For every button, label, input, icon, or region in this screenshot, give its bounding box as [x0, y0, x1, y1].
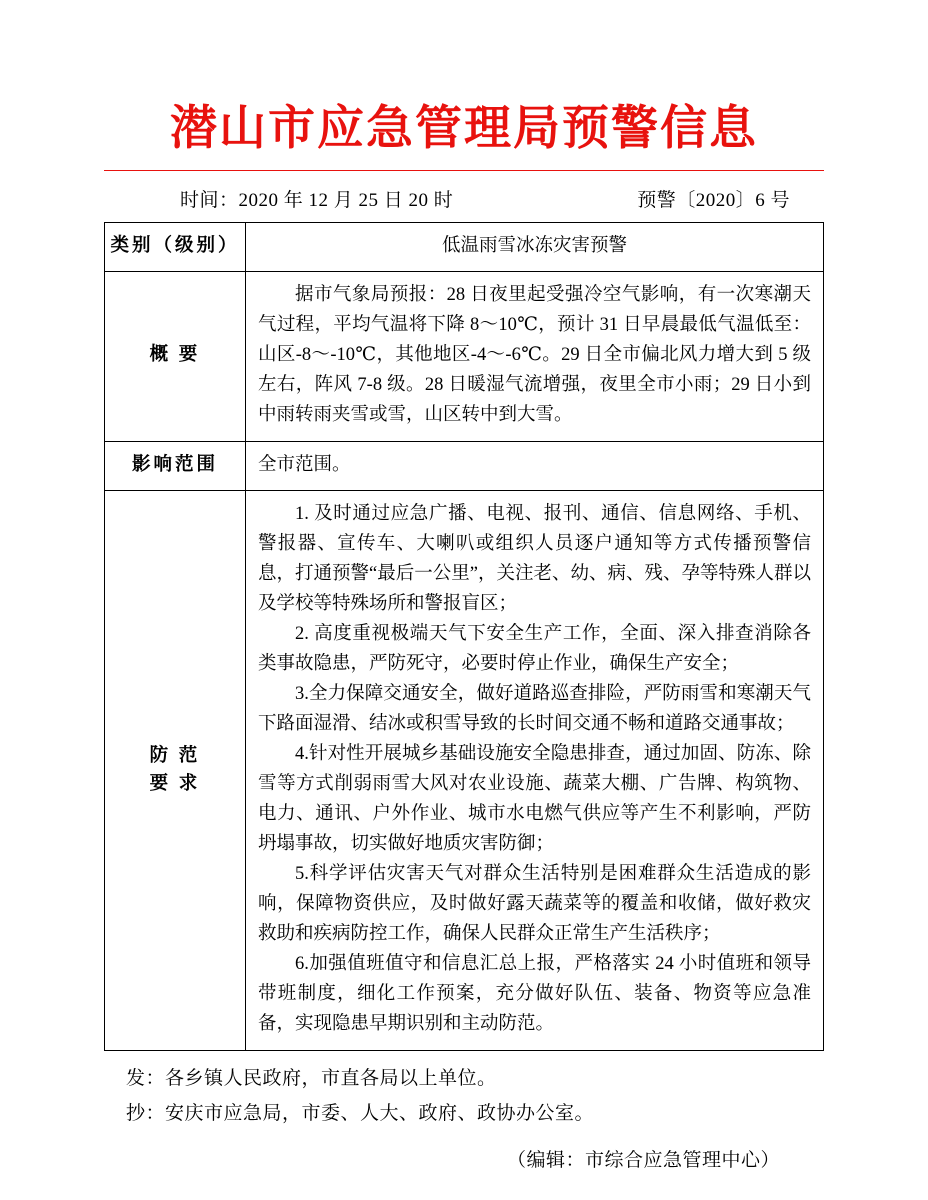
issue-time: 时间：2020 年 12 月 25 日 20 时 [180, 189, 454, 211]
requirement-item-6: 6.加强值班值守和信息汇总上报，严格落实 24 小时值班和领导带班制度，细化工作预案，充分做好队伍、装备、物资等应急准备，实现隐患早期识别和主动防范。 [258, 954, 811, 1034]
document-meta [104, 171, 824, 222]
requirement-item-5: 5.科学评估灾害天气对群众生活特别是困难群众生活造成的影响，保障物资供应，及时做好露天蔬菜等的覆盖和收储，做好救灾救助和疾病防控工作，确保人民群众正常生产生活秩序； [258, 864, 811, 945]
footer-copy: 抄：安庆市应急局，市委、人大、政府、政协办公室。 [126, 1103, 595, 1125]
requirement-item-3: 3.全力保障交通安全，做好道路巡查排险，严防雨雪和寒潮天气下路面湿滑、结冰或积雪导致的长时间交通不畅和道路交通事故； [258, 684, 811, 735]
footer-editor: （编辑：市综合应急管理中心） [506, 1150, 780, 1172]
requirements-label-line1: 防 范 [149, 745, 201, 766]
summary-paragraph: 据市气象局预报：28 日夜里起受强冷空气影响，有一次寒潮天气过程，平均气温将下降 8～10℃，预计 31 日早晨最低气温低至：山区-8～-10℃，其他地区-4～-6℃。29 日全市偏北风力增大到 5 级左右，阵风 7-8 级。28 日暖湿气流增强，夜里全市小雨；29 日小到中雨转雨夹雪或雪，山区转中到大雪。 [258, 284, 811, 425]
row-value-summary [246, 271, 824, 441]
row-label-summary: 概 要 [105, 271, 246, 441]
requirement-item-2: 2. 高度重视极端天气下安全生产工作，全面、深入排查消除各类事故隐患，严防死守，必要时停止作业，确保生产安全； [258, 624, 811, 675]
table-row [105, 271, 824, 441]
warning-table [104, 222, 824, 1051]
table-row [105, 491, 824, 1050]
table-row [105, 441, 824, 491]
table-row [105, 222, 824, 271]
row-value-requirements [246, 491, 824, 1050]
requirement-item-4: 4.针对性开展城乡基础设施安全隐患排查，通过加固、防冻、除雪等方式削弱雨雪大风对农业设施、蔬菜大棚、广告牌、构筑物、电力、通讯、户外作业、城市水电燃气供应等产生不利影响，严防坍塌事故，切实做好地质灾害防御； [258, 744, 811, 855]
document-serial: 预警〔2020〕6 号 [637, 189, 790, 211]
row-value-scope [246, 441, 824, 491]
row-value-category: 低温雨雪冰冻灾害预警 [246, 222, 824, 271]
document-footer [104, 1051, 824, 1178]
row-label-category: 类别（级别） [105, 222, 246, 271]
page-title: 潜山市应急管理局预警信息 [170, 103, 758, 155]
requirements-label-line2: 要 求 [149, 773, 201, 794]
row-label-requirements [105, 491, 246, 1050]
requirement-item-1: 1. 及时通过应急广播、电视、报刊、通信、信息网络、手机、警报器、宣传车、大喇叭或组织人员逐户通知等方式传播预警信息，打通预警“最后一公里”，关注老、幼、病、残、孕等特殊人群以及学校等特殊场所和警报盲区； [258, 504, 811, 615]
row-label-scope: 影响范围 [105, 441, 246, 491]
scope-paragraph: 全市范围。 [258, 454, 351, 475]
footer-distribution: 发：各乡镇人民政府，市直各局以上单位。 [126, 1067, 497, 1089]
